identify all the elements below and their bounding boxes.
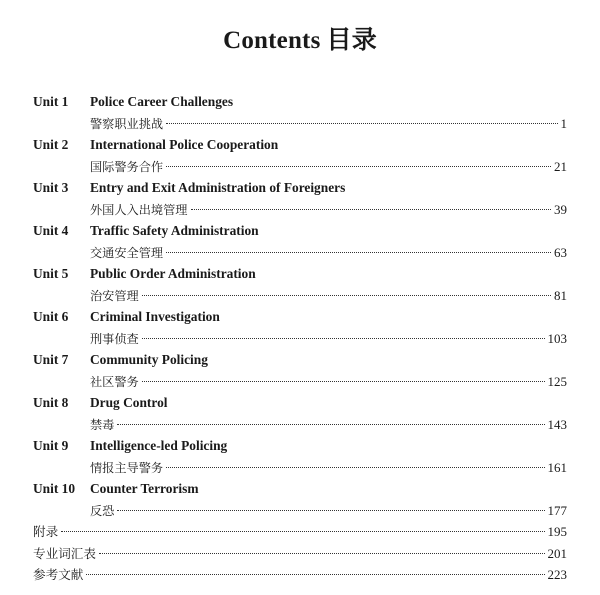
- title-chinese: 目录: [326, 27, 377, 54]
- unit-heading[interactable]: [33, 134, 567, 156]
- unit-number: Unit 10: [33, 481, 76, 496]
- entry-label: 国际警务合作: [90, 159, 164, 174]
- dot-leader: [86, 574, 544, 575]
- unit-heading[interactable]: [33, 177, 567, 199]
- unit-number: Unit 3: [33, 180, 69, 195]
- unit-number: Unit 2: [33, 137, 69, 152]
- unit-number: Unit 1: [33, 94, 69, 109]
- page-number: 195: [547, 524, 567, 539]
- page-number: 1: [560, 115, 567, 131]
- glossary-entry[interactable]: [33, 543, 567, 565]
- toc-entry[interactable]: [33, 156, 567, 178]
- unit-block: [33, 220, 567, 263]
- unit-block: [33, 177, 567, 220]
- unit-heading[interactable]: [33, 306, 567, 328]
- dot-leader: [142, 381, 545, 382]
- page-number: 223: [547, 567, 567, 582]
- entry-label: 治安管理: [90, 288, 139, 303]
- table-of-contents: [33, 91, 567, 586]
- unit-number: Unit 4: [33, 223, 69, 238]
- unit-number: Unit 8: [33, 395, 69, 410]
- unit-heading[interactable]: [33, 392, 567, 414]
- unit-title: Police Career Challenges: [90, 94, 234, 109]
- toc-entry[interactable]: [33, 371, 567, 393]
- page-number: 143: [547, 416, 567, 432]
- unit-block: [33, 392, 567, 435]
- title-english: Contents: [223, 27, 321, 54]
- page-number: 81: [554, 287, 567, 303]
- page-title: [0, 20, 600, 56]
- entry-label: 外国人入出境管理: [90, 202, 188, 217]
- dot-leader: [99, 553, 545, 554]
- unit-title: Criminal Investigation: [90, 309, 220, 324]
- toc-entry[interactable]: [33, 457, 567, 479]
- dot-leader: [166, 123, 557, 124]
- unit-block: [33, 134, 567, 177]
- entry-label: 交通安全管理: [90, 245, 164, 260]
- dot-leader: [166, 252, 551, 253]
- dot-leader: [191, 209, 552, 210]
- unit-title: Public Order Administration: [90, 266, 256, 281]
- unit-block: [33, 263, 567, 306]
- entry-label: 反恐: [90, 503, 115, 518]
- toc-entry[interactable]: [33, 199, 567, 221]
- toc-entry[interactable]: [33, 242, 567, 264]
- page-number: 21: [554, 158, 567, 174]
- unit-heading[interactable]: [33, 349, 567, 371]
- unit-block: [33, 306, 567, 349]
- entry-label: 禁毒: [90, 417, 115, 432]
- dot-leader: [142, 295, 551, 296]
- unit-number: Unit 9: [33, 438, 69, 453]
- references-entry[interactable]: [33, 564, 567, 586]
- entry-label: 参考文献: [33, 567, 84, 582]
- unit-heading[interactable]: [33, 435, 567, 457]
- unit-heading[interactable]: [33, 220, 567, 242]
- dot-leader: [61, 531, 544, 532]
- dot-leader: [166, 166, 551, 167]
- unit-heading[interactable]: [33, 91, 567, 113]
- unit-block: [33, 435, 567, 478]
- unit-number: Unit 5: [33, 266, 69, 281]
- unit-title: Community Policing: [90, 352, 208, 367]
- unit-title: Drug Control: [90, 395, 168, 410]
- page-number: 63: [554, 244, 567, 260]
- entry-label: 社区警务: [90, 374, 139, 389]
- dot-leader: [117, 424, 544, 425]
- page-number: 103: [547, 330, 567, 346]
- unit-heading[interactable]: [33, 263, 567, 285]
- entry-label: 情报主导警务: [90, 460, 164, 475]
- unit-heading[interactable]: [33, 478, 567, 500]
- unit-title: Entry and Exit Administration of Foreigners: [90, 180, 346, 195]
- page-number: 161: [547, 459, 567, 475]
- entry-label: 警察职业挑战: [90, 116, 164, 131]
- dot-leader: [142, 338, 545, 339]
- unit-title: Counter Terrorism: [90, 481, 199, 496]
- toc-entry[interactable]: [33, 328, 567, 350]
- toc-entry[interactable]: [33, 414, 567, 436]
- unit-title: International Police Cooperation: [90, 137, 279, 152]
- dot-leader: [166, 467, 544, 468]
- unit-title: Intelligence-led Policing: [90, 438, 228, 453]
- page-number: 39: [554, 201, 567, 217]
- page-number: 125: [547, 373, 567, 389]
- page-number: 201: [547, 545, 567, 561]
- toc-entry[interactable]: [33, 285, 567, 307]
- entry-label: 刑事侦查: [90, 331, 139, 346]
- entry-label: 专业词汇表: [33, 545, 96, 561]
- appendix-entry[interactable]: [33, 521, 567, 543]
- unit-title: Traffic Safety Administration: [90, 223, 259, 238]
- page-number: 177: [547, 502, 567, 518]
- unit-block: [33, 349, 567, 392]
- entry-label: 附录: [33, 524, 59, 539]
- unit-block: [33, 91, 567, 134]
- unit-block: [33, 478, 567, 521]
- unit-number: Unit 6: [33, 309, 69, 324]
- toc-entry[interactable]: [33, 113, 567, 135]
- dot-leader: [117, 510, 544, 511]
- unit-number: Unit 7: [33, 352, 69, 367]
- toc-entry[interactable]: [33, 500, 567, 522]
